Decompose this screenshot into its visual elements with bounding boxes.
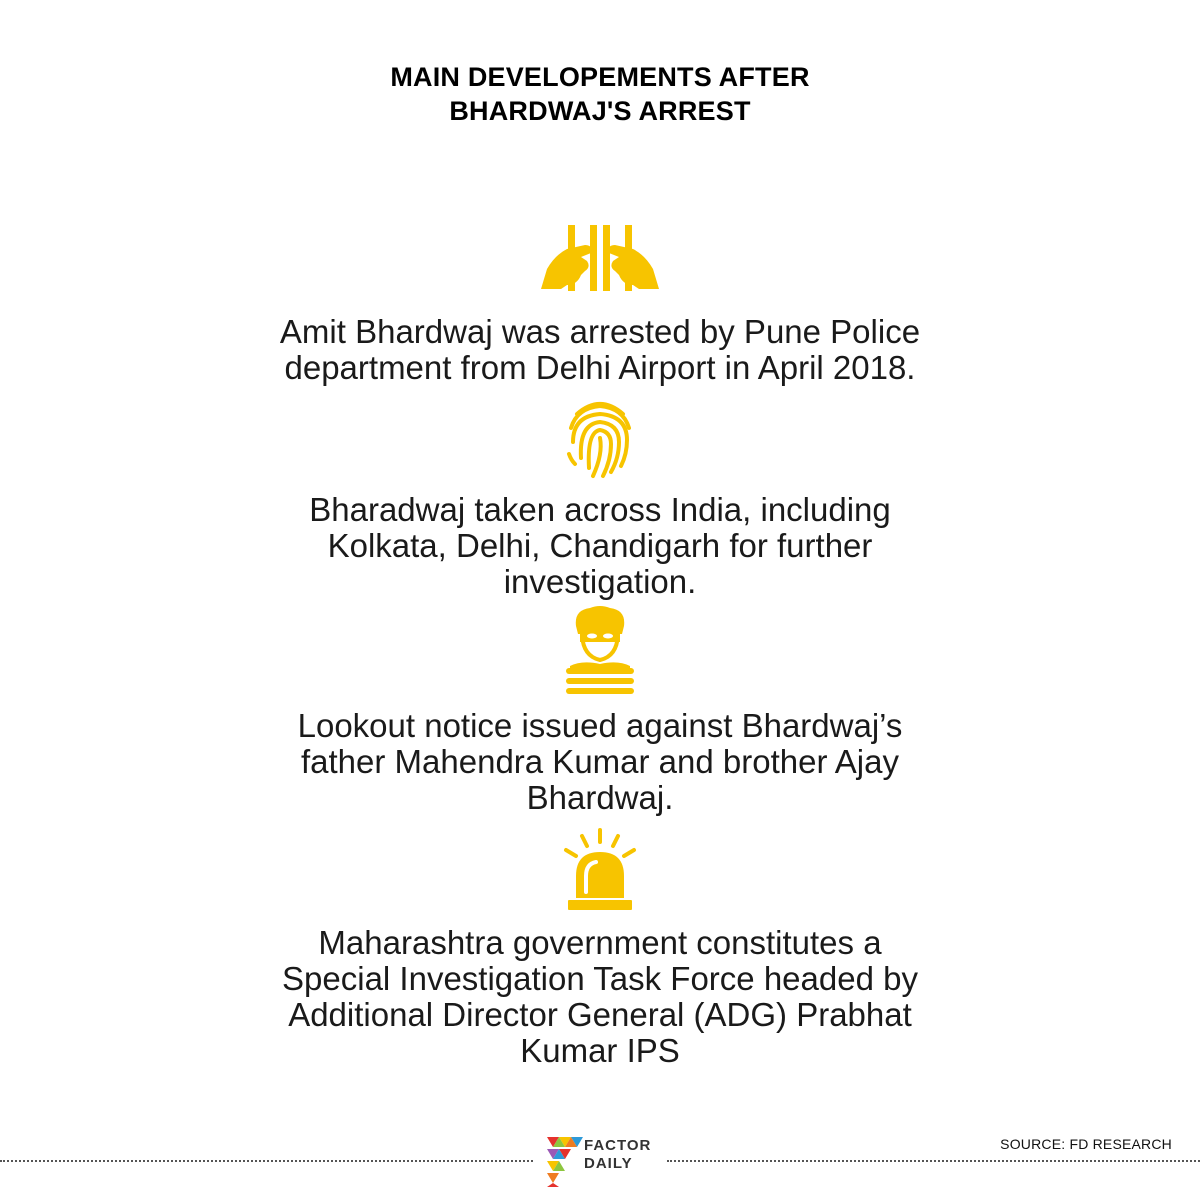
fingerprint-icon [565,398,635,480]
source-note: SOURCE: FD RESEARCH [1000,1136,1172,1152]
item-2-line-2: Kolkata, Delhi, Chandigarh for further [327,527,873,564]
item-2-line-1: Bharadwaj taken across India, including [309,491,891,528]
masked-prisoner-icon [562,606,638,700]
item-4-line-4: Kumar IPS [520,1032,680,1069]
item-3-line-2: father Mahendra Kumar and brother Ajay [300,743,899,780]
jail-bars-icon [541,225,659,291]
police-siren-icon [562,828,638,910]
item-4-line-1: Maharashtra government constitutes a [318,924,882,961]
logo-word-factor: FACTOR [584,1137,652,1154]
item-4-line-3: Additional Director General (ADG) Prabhat [288,996,912,1033]
item-1-line-2: department from Delhi Airport in April 2018. [284,349,916,386]
item-text-1 [240,314,960,386]
item-4-line-2: Special Investigation Task Force headed by [282,960,918,997]
item-3-line-1: Lookout notice issued against Bhardwaj’s [297,707,903,744]
factor-daily-logo [547,1137,583,1187]
logo-word-daily: DAILY [584,1155,633,1172]
item-3-line-3: Bhardwaj. [526,779,674,816]
page-title [0,60,1200,128]
item-text-4 [240,925,960,1069]
item-text-3 [240,708,960,816]
title-line-1: MAIN DEVELOPEMENTS AFTER [390,62,810,92]
title-line-2: BHARDWAJ'S ARREST [449,96,751,126]
item-1-line-1: Amit Bhardwaj was arrested by Pune Police [279,313,921,350]
footer-divider-right [667,1160,1200,1162]
item-text-2 [240,492,960,600]
item-2-line-3: investigation. [503,563,697,600]
footer-divider-left [0,1160,533,1162]
